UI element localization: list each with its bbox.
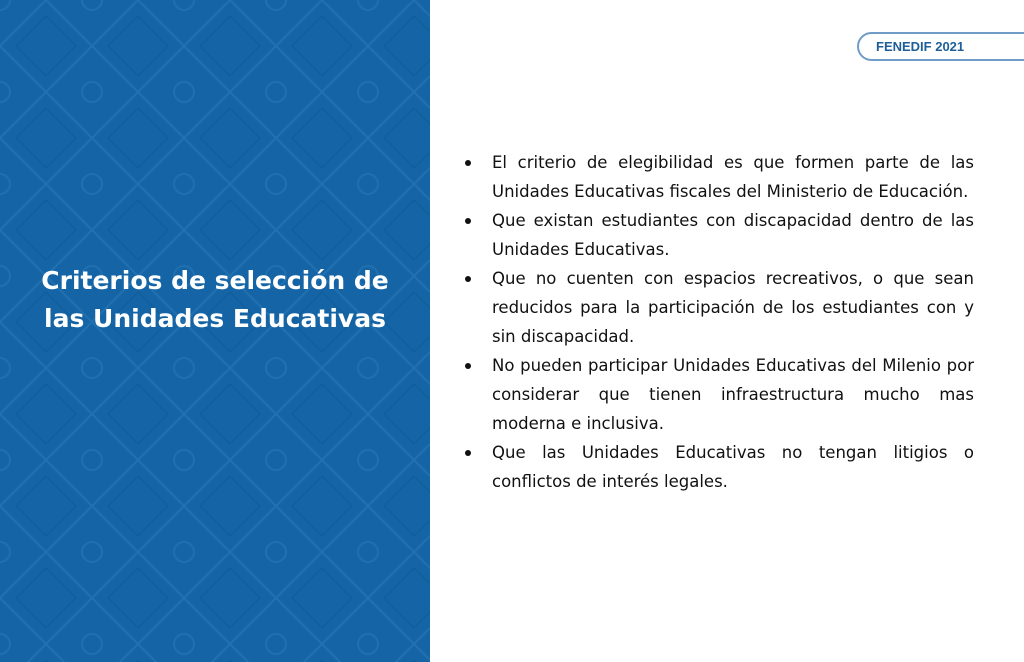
criteria-item	[492, 206, 974, 264]
event-badge	[857, 32, 1024, 61]
criteria-text: Que existan estudiantes con discapacidad dentro de las Unidades Educativas.	[492, 211, 974, 259]
slide-title: Criterios de selección de las Unidades Educativas	[41, 266, 389, 333]
bullet-icon	[465, 218, 471, 224]
criteria-item	[492, 148, 974, 206]
selection-criteria-list	[492, 148, 974, 496]
criteria-text: El criterio de elegibilidad es que formen parte de las Unidades Educativas fiscales del Ministerio de Educación.	[492, 153, 974, 201]
criteria-text: Que las Unidades Educativas no tengan litigios o conflictos de interés legales.	[492, 443, 974, 491]
event-badge-label: FENEDIF 2021	[876, 39, 965, 54]
bullet-icon	[465, 450, 471, 456]
criteria-item	[492, 438, 974, 496]
criteria-item	[492, 264, 974, 351]
criteria-item	[492, 351, 974, 438]
title-panel	[0, 0, 430, 662]
criteria-text: Que no cuenten con espacios recreativos, o que sean reducidos para la participación de los estudiantes con y sin discapacidad.	[492, 269, 974, 346]
criteria-text: No pueden participar Unidades Educativas del Milenio por considerar que tienen infraestructura mucho mas moderna e inclusiva.	[492, 356, 974, 433]
bullet-icon	[465, 160, 471, 166]
bullet-icon	[465, 363, 471, 369]
bullet-icon	[465, 276, 471, 282]
